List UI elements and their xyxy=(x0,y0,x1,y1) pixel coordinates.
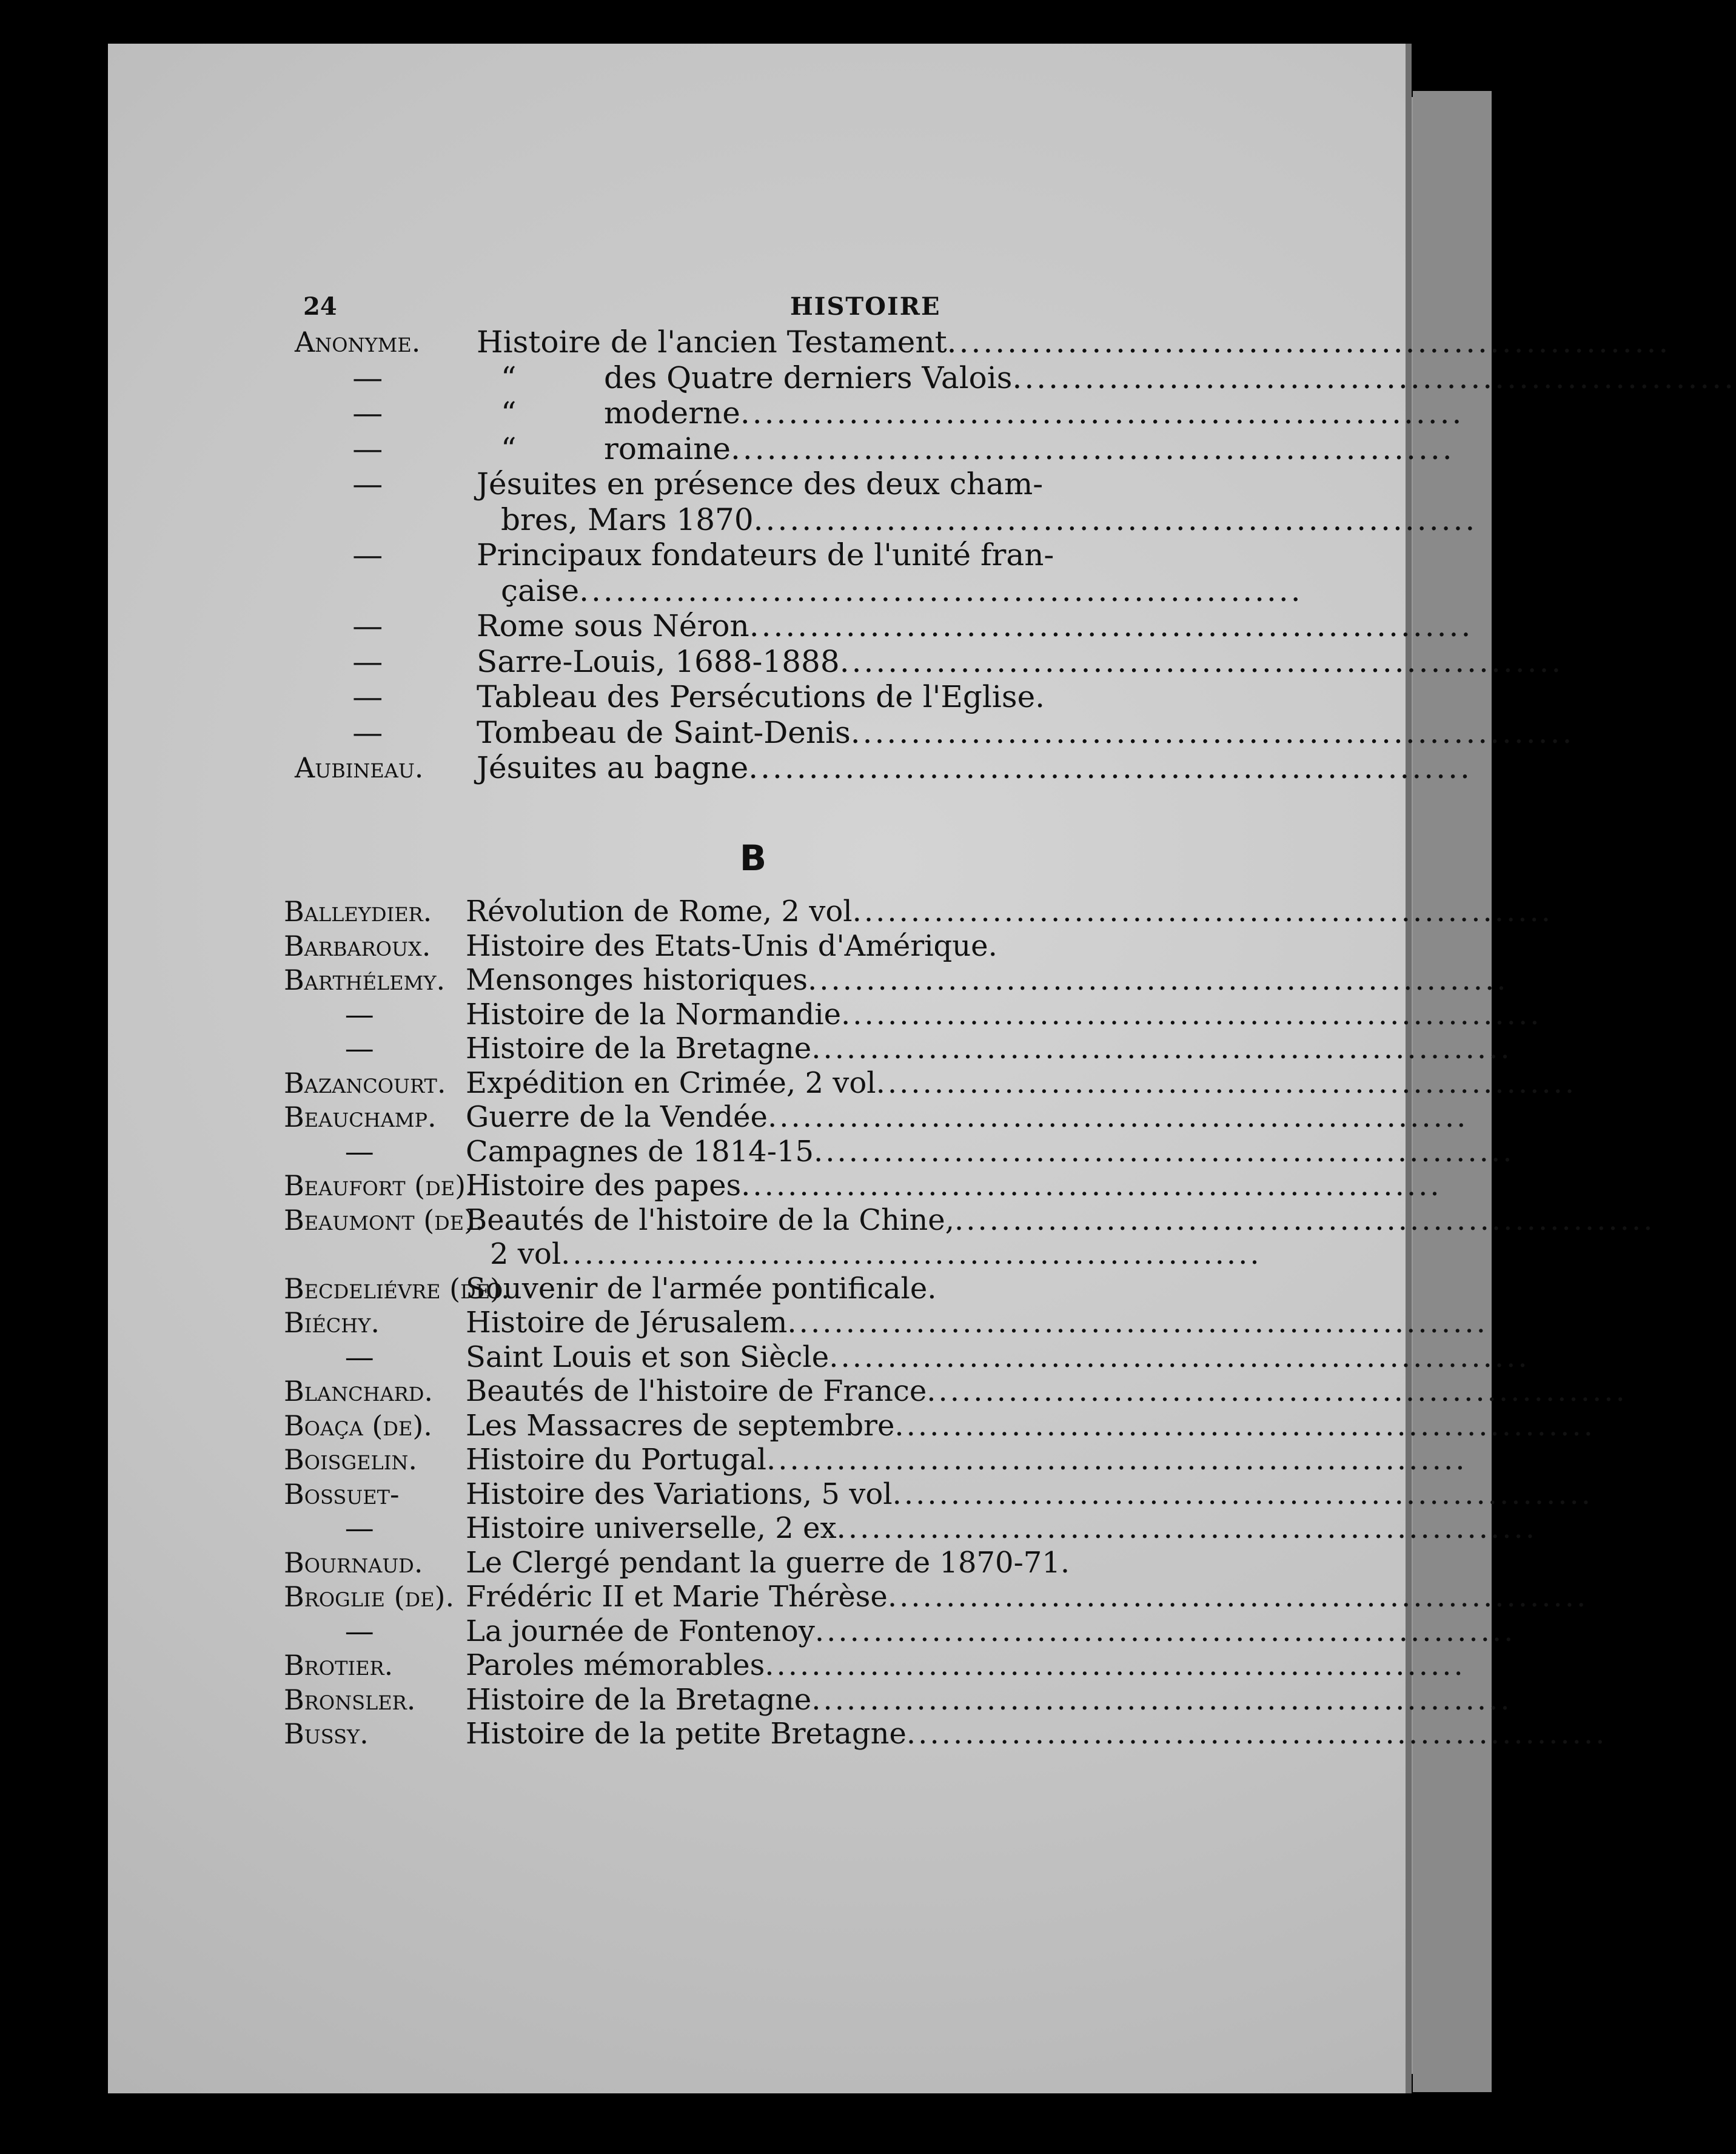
entry-title: Beautés de l'histoire de la Chine, xyxy=(466,1203,954,1237)
catalog-entry xyxy=(284,894,1553,929)
leader-dots: ............................................................ xyxy=(748,750,1472,785)
ditto-dash: — xyxy=(352,466,383,502)
catalog-entry xyxy=(284,1477,1594,1512)
entry-title: Guerre de la Vendée xyxy=(466,1100,768,1134)
ditto-mark: “ xyxy=(501,395,517,431)
entry-title: Mensonges historiques xyxy=(466,963,808,997)
entry-author: Blanchard. xyxy=(284,1375,434,1407)
leader-dots: ............................................................ xyxy=(927,1374,1627,1408)
catalog-entry xyxy=(295,750,1472,786)
entry-title: Campagnes de 1814-15 xyxy=(466,1134,814,1169)
catalog-entry xyxy=(284,1306,1488,1340)
entry-title: Histoire de la Bretagne xyxy=(466,1032,812,1065)
ditto-mark: “ xyxy=(501,431,517,466)
catalog-entry xyxy=(295,395,1464,431)
entry-title: çaise xyxy=(501,572,580,608)
entry-author: Barbaroux. xyxy=(284,929,431,962)
catalog-entry xyxy=(284,1134,1515,1169)
entry-title: La journée de Fontenoy xyxy=(466,1614,815,1648)
catalog-entry xyxy=(284,1682,1512,1717)
entry-author: Beauchamp. xyxy=(284,1101,437,1133)
leader-dots: ............................................................ xyxy=(839,643,1564,679)
entry-title: Histoire des papes xyxy=(466,1169,742,1203)
entry-author: Broglie (de). xyxy=(284,1580,455,1613)
catalog-entry xyxy=(284,1717,1607,1751)
ditto-dash: — xyxy=(352,714,383,750)
leader-dots: ............................................................ xyxy=(829,1340,1530,1374)
ditto-dash: — xyxy=(344,1614,374,1648)
section-a-list xyxy=(295,324,1736,786)
page-number: 24 xyxy=(303,292,337,321)
entry-title: Principaux fondateurs de l'unité fran- xyxy=(477,537,1054,572)
leader-dots: ............................................................ xyxy=(850,714,1575,750)
leader-dots: ............................................................ xyxy=(840,997,1542,1032)
ditto-dash: — xyxy=(352,395,383,431)
leader-dots: ............................................................ xyxy=(561,1237,1262,1271)
leader-dots: ............................................................ xyxy=(765,1648,1466,1682)
leader-dots: ............................................................ xyxy=(811,1682,1512,1717)
entry-title: Les Massacres de septembre xyxy=(466,1408,895,1443)
entry-title: Jésuites en présence des deux cham- xyxy=(477,466,1044,502)
catalog-entry xyxy=(295,679,1077,715)
entry-title: romaine xyxy=(604,431,731,466)
ditto-dash: — xyxy=(352,679,383,714)
entry-author: Biéchy. xyxy=(284,1306,380,1339)
catalog-entry xyxy=(284,1374,1627,1409)
entry-title: bres, Mars 1870 xyxy=(501,502,754,537)
page-header xyxy=(108,292,1406,329)
leader-dots: ............................................................ xyxy=(753,502,1478,537)
section-b-list xyxy=(284,894,1655,1751)
ditto-dash: — xyxy=(344,1032,374,1065)
ditto-dash: — xyxy=(352,608,383,643)
entry-author: Boisgelin. xyxy=(284,1443,418,1476)
catalog-entry xyxy=(284,997,1542,1032)
entry-author: Beaufort (de). xyxy=(284,1169,475,1202)
leader-dots: ............................................................ xyxy=(767,1100,1469,1134)
entry-title: Histoire des Variations, 5 vol xyxy=(466,1477,893,1511)
entry-title: Sarre-Louis, 1688-1888 xyxy=(477,643,840,679)
catalog-entry xyxy=(284,1545,1070,1580)
leader-dots: ............................................................ xyxy=(887,1580,1589,1614)
entry-title: Histoire du Portugal xyxy=(466,1443,766,1477)
catalog-entry xyxy=(295,324,1671,360)
catalog-entry xyxy=(284,1648,1466,1683)
catalog-entry xyxy=(284,1614,1516,1649)
entry-author: Balleydier. xyxy=(284,895,432,928)
catalog-entry xyxy=(284,1169,1442,1203)
catalog-entry xyxy=(295,643,1564,680)
entry-title: Histoire de Jérusalem xyxy=(466,1306,788,1340)
catalog-entry xyxy=(284,1032,1512,1066)
leader-dots: ............................................................ xyxy=(947,324,1671,360)
entry-title: des Quatre derniers Valois xyxy=(604,360,1013,395)
leader-dots: ............................................................ xyxy=(906,1717,1607,1751)
leader-dots: ............................................................ xyxy=(787,1306,1488,1340)
entry-title: Souvenir de l'armée pontificale. xyxy=(466,1271,937,1306)
leader-dots: ............................................................ xyxy=(813,1134,1515,1169)
catalog-entry xyxy=(284,1443,1467,1477)
catalog-entry xyxy=(284,1408,1595,1443)
entry-author: Bournaud. xyxy=(284,1546,423,1579)
catalog-entry xyxy=(284,963,1509,998)
ditto-dash: — xyxy=(352,360,383,395)
leader-dots: ............................................................ xyxy=(814,1614,1516,1648)
ditto-dash: — xyxy=(344,1134,374,1169)
leader-dots: ............................................................ xyxy=(808,963,1509,997)
ditto-dash: — xyxy=(352,431,383,466)
entry-title: Tombeau de Saint-Denis xyxy=(477,714,851,750)
entry-author: Bronsler. xyxy=(284,1683,416,1716)
entry-title: Jésuites au bagne xyxy=(477,750,749,785)
entry-author: Bussy. xyxy=(284,1717,369,1750)
entry-title: Rome sous Néron xyxy=(477,608,749,643)
leader-dots: ............................................................ xyxy=(894,1408,1595,1443)
entry-author: Brotier. xyxy=(284,1649,394,1682)
entry-title: Tableau des Persécutions de l'Eglise. xyxy=(477,679,1045,714)
leader-dots: ............................................................ xyxy=(876,1065,1577,1100)
entry-author: Beaumont (de). xyxy=(284,1203,484,1236)
catalog-entry xyxy=(284,1203,1655,1238)
leader-dots: ............................................................ xyxy=(731,431,1455,466)
ditto-dash: — xyxy=(344,1340,374,1374)
ditto-dash: — xyxy=(352,643,383,679)
ditto-dash: — xyxy=(344,997,374,1032)
ditto-mark: “ xyxy=(501,360,517,395)
entry-title: Le Clergé pendant la guerre de 1870-71. xyxy=(466,1545,1070,1580)
entry-title: Beautés de l'histoire de France xyxy=(466,1374,927,1408)
catalog-entry xyxy=(295,466,1077,502)
entry-author: Barthélemy. xyxy=(284,964,446,996)
entry-title: moderne xyxy=(604,395,740,431)
leader-dots: ............................................................ xyxy=(740,395,1464,431)
entry-title: Expédition en Crimée, 2 vol xyxy=(466,1065,876,1100)
ditto-dash: — xyxy=(344,1511,374,1545)
entry-author: Boaça (de). xyxy=(284,1409,432,1442)
catalog-entry xyxy=(284,1580,1589,1614)
entry-title: 2 vol xyxy=(490,1237,561,1271)
leader-dots: ............................................................ xyxy=(852,894,1553,928)
catalog-entry xyxy=(284,1340,1530,1375)
catalog-entry xyxy=(284,1100,1469,1135)
section-letter-b: B xyxy=(739,837,767,879)
entry-author: Bossuet- xyxy=(284,1477,400,1511)
catalog-entry xyxy=(284,1511,1538,1546)
running-head: HISTOIRE xyxy=(790,292,941,321)
entry-title: Frédéric II et Marie Thérèse xyxy=(466,1580,888,1614)
catalog-entry xyxy=(295,360,1736,396)
catalog-entry xyxy=(295,714,1575,751)
leader-dots: ............................................................ xyxy=(836,1511,1538,1545)
catalog-entry xyxy=(295,608,1473,644)
entry-title: Histoire de la Normandie xyxy=(466,997,841,1032)
entry-author: Aubineau. xyxy=(295,751,424,784)
leader-dots: ............................................................ xyxy=(1012,360,1736,395)
leader-dots: ............................................................ xyxy=(892,1477,1594,1511)
catalog-entry xyxy=(295,572,1303,609)
catalog-entry xyxy=(284,1272,1060,1306)
entry-author: Anonyme. xyxy=(295,326,421,358)
entry-title: Saint Louis et son Siècle xyxy=(466,1340,829,1374)
entry-author: Becdeliévre (de). xyxy=(284,1272,510,1305)
leader-dots: ............................................................ xyxy=(579,572,1303,608)
entry-title: Histoire universelle, 2 ex xyxy=(466,1511,837,1545)
leader-dots: ............................................................ xyxy=(811,1032,1512,1065)
leader-dots: ............................................................ xyxy=(954,1203,1655,1237)
catalog-entry xyxy=(284,1237,1262,1272)
leader-dots: ............................................................ xyxy=(749,608,1473,643)
catalog-entry xyxy=(295,431,1455,467)
entry-title: Paroles mémorables xyxy=(466,1648,765,1682)
catalog-entry xyxy=(295,537,1077,573)
catalog-entry xyxy=(284,929,1060,964)
leader-dots: ............................................................ xyxy=(766,1443,1467,1477)
entry-title: Histoire de l'ancien Testament xyxy=(477,324,947,360)
entry-title: Histoire des Etats-Unis d'Amérique. xyxy=(466,928,997,963)
leader-dots: ............................................................ xyxy=(741,1169,1442,1203)
entry-author: Bazancourt. xyxy=(284,1066,446,1099)
catalog-entry xyxy=(284,1065,1577,1101)
entry-title: Histoire de la Bretagne xyxy=(466,1682,812,1717)
entry-title: Histoire de la petite Bretagne xyxy=(466,1717,907,1751)
entry-title: Révolution de Rome, 2 vol xyxy=(466,894,853,928)
ditto-dash: — xyxy=(352,537,383,572)
catalog-entry xyxy=(295,502,1478,538)
